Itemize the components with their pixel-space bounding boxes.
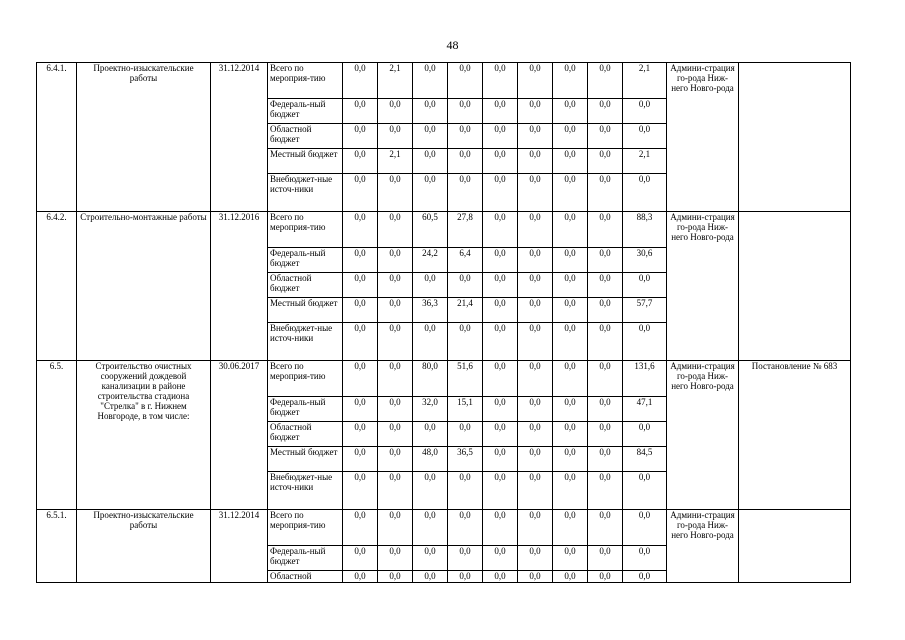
value-cell: 0,0 <box>588 248 623 273</box>
value-cell: 0,0 <box>553 212 588 248</box>
value-cell: 0,0 <box>553 273 588 298</box>
value-cell: 0,0 <box>378 447 413 472</box>
value-cell: 30,6 <box>623 248 667 273</box>
value-cell: 0,0 <box>483 99 518 124</box>
value-cell: 0,0 <box>483 447 518 472</box>
value-cell: 0,0 <box>588 546 623 571</box>
value-cell: 0,0 <box>588 510 623 546</box>
value-cell: 0,0 <box>483 298 518 323</box>
value-cell: 0,0 <box>448 99 483 124</box>
value-cell: 0,0 <box>553 472 588 510</box>
value-cell: 2,1 <box>378 63 413 99</box>
value-cell: 0,0 <box>378 546 413 571</box>
item-name: Проектно-изыскательские работы <box>77 510 211 583</box>
value-cell: 48,0 <box>413 447 448 472</box>
item-name: Проектно-изыскательские работы <box>77 63 211 212</box>
value-cell: 0,0 <box>518 99 553 124</box>
value-cell: 0,0 <box>343 124 378 149</box>
value-cell: 0,0 <box>623 124 667 149</box>
value-cell: 0,0 <box>483 546 518 571</box>
item-deadline: 30.06.2017 <box>211 361 268 510</box>
value-cell: 0,0 <box>343 397 378 422</box>
value-cell: 0,0 <box>448 571 483 583</box>
value-cell: 0,0 <box>343 571 378 583</box>
value-cell: 0,0 <box>413 472 448 510</box>
value-cell: 0,0 <box>553 447 588 472</box>
value-cell: 2,1 <box>623 63 667 99</box>
value-cell: 0,0 <box>588 361 623 397</box>
value-cell: 0,0 <box>413 323 448 361</box>
item-deadline: 31.12.2014 <box>211 63 268 212</box>
funding-source: Внебюджет-ные источ-ники <box>268 174 343 212</box>
value-cell: 0,0 <box>378 472 413 510</box>
value-cell: 0,0 <box>378 99 413 124</box>
funding-source: Местный бюджет <box>268 149 343 174</box>
value-cell: 0,0 <box>518 571 553 583</box>
value-cell: 0,0 <box>448 323 483 361</box>
value-cell: 0,0 <box>623 571 667 583</box>
value-cell: 0,0 <box>483 323 518 361</box>
value-cell: 0,0 <box>483 422 518 447</box>
funding-source: Областной бюджет <box>268 422 343 447</box>
value-cell: 0,0 <box>553 510 588 546</box>
value-cell: 0,0 <box>343 149 378 174</box>
value-cell: 0,0 <box>378 571 413 583</box>
value-cell: 0,0 <box>343 510 378 546</box>
funding-source: Всего по мероприя-тию <box>268 212 343 248</box>
value-cell: 0,0 <box>378 397 413 422</box>
value-cell: 0,0 <box>588 124 623 149</box>
legal-document: Постановление № 683 <box>739 361 851 510</box>
value-cell: 0,0 <box>518 510 553 546</box>
value-cell: 0,0 <box>378 212 413 248</box>
value-cell: 0,0 <box>553 149 588 174</box>
item-name: Строительство очистных сооружений дождевой канализации в районе строительства стадиона "Стрелка" в г. Нижнем Новгороде, в том числе: <box>77 361 211 510</box>
value-cell: 0,0 <box>518 212 553 248</box>
value-cell: 0,0 <box>588 273 623 298</box>
funding-source: Федераль-ный бюджет <box>268 248 343 273</box>
value-cell: 0,0 <box>448 546 483 571</box>
value-cell: 0,0 <box>448 422 483 447</box>
funding-source: Всего по мероприя-тию <box>268 510 343 546</box>
value-cell: 0,0 <box>553 397 588 422</box>
value-cell: 0,0 <box>518 149 553 174</box>
value-cell: 0,0 <box>413 510 448 546</box>
budget-table <box>36 62 851 583</box>
value-cell: 0,0 <box>413 174 448 212</box>
value-cell: 80,0 <box>413 361 448 397</box>
value-cell: 0,0 <box>518 422 553 447</box>
value-cell: 0,0 <box>588 99 623 124</box>
funding-source: Внебюджет-ные источ-ники <box>268 323 343 361</box>
value-cell: 0,0 <box>518 248 553 273</box>
value-cell: 0,0 <box>483 510 518 546</box>
value-cell: 0,0 <box>448 124 483 149</box>
value-cell: 0,0 <box>588 149 623 174</box>
value-cell: 51,6 <box>448 361 483 397</box>
value-cell: 0,0 <box>553 248 588 273</box>
value-cell: 0,0 <box>553 298 588 323</box>
value-cell: 0,0 <box>553 174 588 212</box>
value-cell: 0,0 <box>448 273 483 298</box>
value-cell: 0,0 <box>413 124 448 149</box>
value-cell: 0,0 <box>378 174 413 212</box>
value-cell: 0,0 <box>413 422 448 447</box>
value-cell: 0,0 <box>378 361 413 397</box>
value-cell: 0,0 <box>378 248 413 273</box>
value-cell: 0,0 <box>588 472 623 510</box>
value-cell: 0,0 <box>518 174 553 212</box>
value-cell: 0,0 <box>343 361 378 397</box>
value-cell: 0,0 <box>483 212 518 248</box>
funding-source: Внебюджет-ные источ-ники <box>268 472 343 510</box>
value-cell: 0,0 <box>483 361 518 397</box>
value-cell: 57,7 <box>623 298 667 323</box>
value-cell: 6,4 <box>448 248 483 273</box>
value-cell: 2,1 <box>378 149 413 174</box>
value-cell: 0,0 <box>518 63 553 99</box>
value-cell: 0,0 <box>343 63 378 99</box>
value-cell: 0,0 <box>378 298 413 323</box>
funding-source: Всего по мероприя-тию <box>268 361 343 397</box>
item-deadline: 31.12.2016 <box>211 212 268 361</box>
table-row <box>37 361 851 397</box>
value-cell: 0,0 <box>483 174 518 212</box>
value-cell: 0,0 <box>623 323 667 361</box>
funding-source: Федераль-ный бюджет <box>268 99 343 124</box>
page-number: 48 <box>446 38 459 52</box>
value-cell: 0,0 <box>343 546 378 571</box>
value-cell: 27,8 <box>448 212 483 248</box>
value-cell: 0,0 <box>378 510 413 546</box>
value-cell: 84,5 <box>623 447 667 472</box>
value-cell: 0,0 <box>588 212 623 248</box>
value-cell: 0,0 <box>413 63 448 99</box>
value-cell: 15,1 <box>448 397 483 422</box>
legal-document <box>739 510 851 583</box>
value-cell: 0,0 <box>553 323 588 361</box>
value-cell: 0,0 <box>518 361 553 397</box>
value-cell: 0,0 <box>343 174 378 212</box>
value-cell: 24,2 <box>413 248 448 273</box>
value-cell: 0,0 <box>343 99 378 124</box>
item-number: 6.5.1. <box>37 510 77 583</box>
value-cell: 0,0 <box>483 273 518 298</box>
value-cell: 0,0 <box>518 546 553 571</box>
value-cell: 0,0 <box>623 174 667 212</box>
executor: Админи-страция го-рода Ниж-него Новго-рода <box>667 361 739 510</box>
funding-source: Областной бюджет <box>268 273 343 298</box>
value-cell: 0,0 <box>343 212 378 248</box>
value-cell: 0,0 <box>378 323 413 361</box>
value-cell: 0,0 <box>378 273 413 298</box>
value-cell: 0,0 <box>413 99 448 124</box>
item-number: 6.4.1. <box>37 63 77 212</box>
value-cell: 0,0 <box>448 63 483 99</box>
value-cell: 36,3 <box>413 298 448 323</box>
value-cell: 0,0 <box>343 323 378 361</box>
funding-source: Областной <box>268 571 343 583</box>
value-cell: 0,0 <box>483 571 518 583</box>
value-cell: 0,0 <box>378 422 413 447</box>
item-deadline: 31.12.2014 <box>211 510 268 583</box>
value-cell: 21,4 <box>448 298 483 323</box>
value-cell: 0,0 <box>553 546 588 571</box>
value-cell: 88,3 <box>623 212 667 248</box>
value-cell: 0,0 <box>588 323 623 361</box>
value-cell: 0,0 <box>483 472 518 510</box>
value-cell: 32,0 <box>413 397 448 422</box>
value-cell: 0,0 <box>623 472 667 510</box>
value-cell: 0,0 <box>413 273 448 298</box>
value-cell: 0,0 <box>343 447 378 472</box>
value-cell: 0,0 <box>588 447 623 472</box>
funding-source: Областной бюджет <box>268 124 343 149</box>
value-cell: 0,0 <box>518 124 553 149</box>
funding-source: Местный бюджет <box>268 298 343 323</box>
value-cell: 0,0 <box>378 124 413 149</box>
table-row <box>37 510 851 546</box>
item-number: 6.5. <box>37 361 77 510</box>
value-cell: 0,0 <box>448 174 483 212</box>
value-cell: 0,0 <box>588 63 623 99</box>
value-cell: 0,0 <box>483 397 518 422</box>
value-cell: 0,0 <box>553 361 588 397</box>
value-cell: 0,0 <box>518 447 553 472</box>
value-cell: 0,0 <box>343 472 378 510</box>
value-cell: 0,0 <box>483 248 518 273</box>
value-cell: 0,0 <box>553 124 588 149</box>
value-cell: 0,0 <box>483 63 518 99</box>
value-cell: 0,0 <box>588 397 623 422</box>
value-cell: 0,0 <box>413 546 448 571</box>
table-row <box>37 63 851 99</box>
legal-document <box>739 212 851 361</box>
value-cell: 0,0 <box>623 510 667 546</box>
value-cell: 0,0 <box>343 298 378 323</box>
value-cell: 0,0 <box>518 472 553 510</box>
value-cell: 0,0 <box>343 273 378 298</box>
value-cell: 0,0 <box>588 422 623 447</box>
legal-document <box>739 63 851 212</box>
executor: Админи-страция го-рода Ниж-него Новго-рода <box>667 510 739 583</box>
value-cell: 0,0 <box>623 546 667 571</box>
value-cell: 60,5 <box>413 212 448 248</box>
value-cell: 0,0 <box>623 273 667 298</box>
value-cell: 0,0 <box>483 149 518 174</box>
value-cell: 0,0 <box>483 124 518 149</box>
value-cell: 0,0 <box>518 273 553 298</box>
value-cell: 47,1 <box>623 397 667 422</box>
value-cell: 0,0 <box>413 149 448 174</box>
value-cell: 0,0 <box>518 323 553 361</box>
value-cell: 0,0 <box>343 422 378 447</box>
item-name: Строительно-монтажные работы <box>77 212 211 361</box>
value-cell: 0,0 <box>588 174 623 212</box>
value-cell: 0,0 <box>623 422 667 447</box>
funding-source: Всего по мероприя-тию <box>268 63 343 99</box>
funding-source: Федераль-ный бюджет <box>268 397 343 422</box>
value-cell: 0,0 <box>553 63 588 99</box>
executor: Админи-страция го-рода Ниж-него Новго-рода <box>667 63 739 212</box>
item-number: 6.4.2. <box>37 212 77 361</box>
value-cell: 0,0 <box>588 571 623 583</box>
value-cell: 0,0 <box>553 422 588 447</box>
executor: Админи-страция го-рода Ниж-него Новго-рода <box>667 212 739 361</box>
value-cell: 0,0 <box>623 99 667 124</box>
value-cell: 0,0 <box>553 571 588 583</box>
funding-source: Местный бюджет <box>268 447 343 472</box>
value-cell: 0,0 <box>588 298 623 323</box>
value-cell: 2,1 <box>623 149 667 174</box>
table-row <box>37 212 851 248</box>
value-cell: 0,0 <box>518 397 553 422</box>
value-cell: 0,0 <box>518 298 553 323</box>
value-cell: 36,5 <box>448 447 483 472</box>
value-cell: 131,6 <box>623 361 667 397</box>
value-cell: 0,0 <box>448 510 483 546</box>
value-cell: 0,0 <box>448 149 483 174</box>
value-cell: 0,0 <box>343 248 378 273</box>
value-cell: 0,0 <box>553 99 588 124</box>
value-cell: 0,0 <box>413 571 448 583</box>
funding-source: Федераль-ный бюджет <box>268 546 343 571</box>
value-cell: 0,0 <box>448 472 483 510</box>
